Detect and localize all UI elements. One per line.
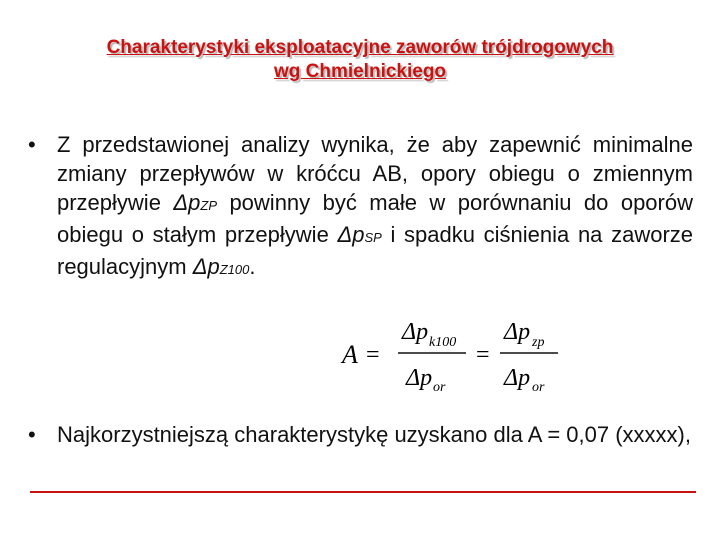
formula-lhs: A [342,340,358,369]
paragraph-text: i spadku ciśnienia na zaworze regulacyjnym [57,222,694,279]
subscript: ZP [200,198,217,213]
subscript: Z100 [219,262,250,277]
slide-title [20,36,700,84]
delta-p-symbol: Δp [173,190,201,215]
formula-equals: = [476,342,490,368]
title-line-1: Charakterystyki eksploatacyjne zaworów trójdrogowych [106,37,614,58]
formula-frac1-num-sub: k100 [429,335,457,350]
formula-equals: = [366,342,380,368]
formula-frac2-den: Δp [504,365,531,391]
formula-frac2-den-sub: or [532,380,545,394]
formula-frac1-den: Δp [406,365,433,391]
formula-frac2-num-sub: zp [532,335,545,350]
formula [336,312,576,394]
formula-frac1-num: Δp [402,319,429,345]
divider-line [30,491,696,493]
delta-p-symbol: Δp [192,254,220,279]
paragraph-text: powinny być małe w porównaniu do oporów obiegu o stałym przepływie [57,190,693,247]
bullet-marker: • [28,422,36,447]
formula-frac2-num: Δp [504,319,531,345]
bullet-paragraph-analysis [57,130,693,284]
bullet-marker: • [28,132,36,157]
subscript: SP [364,230,382,245]
bullet-paragraph-result: Najkorzystniejszą charakterystykę uzyskano dla A = 0,07 (xxxxx), [57,422,691,447]
paragraph-text: . [249,254,256,279]
paragraph-text: Z przedstawionej analizy wynika, że aby zapewnić minimalne zmiany przepływów w króćcu AB, opory obiegu o zmiennym przepływie [57,132,693,215]
title-line-2: wg Chmielnickiego [273,61,447,82]
delta-p-symbol: Δp [337,222,365,247]
formula-frac1-den-sub: or [433,380,446,394]
